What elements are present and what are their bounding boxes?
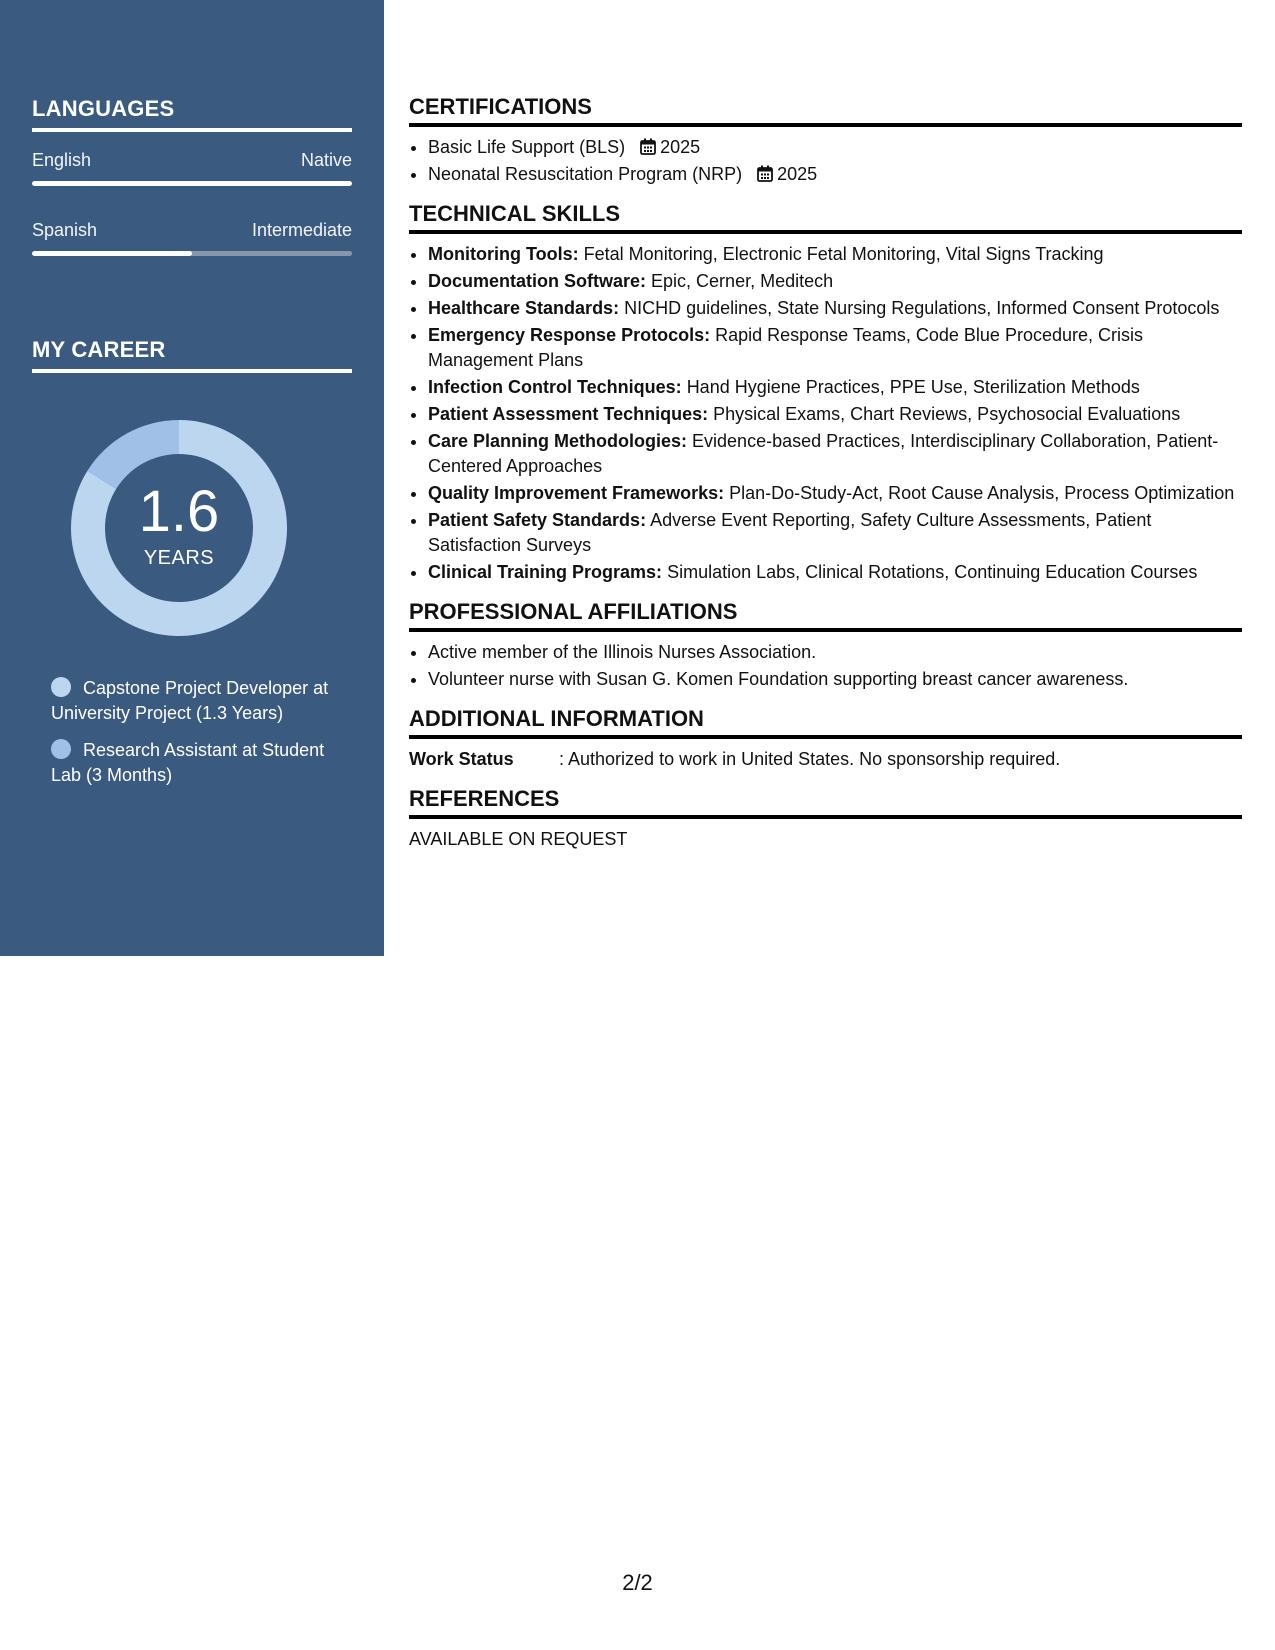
skill-item: [428, 375, 1242, 400]
affiliations-title: PROFESSIONAL AFFILIATIONS: [409, 599, 1242, 632]
skill-item: [428, 296, 1242, 321]
affiliations-section: [409, 599, 1242, 692]
language-proficiency-bar: [32, 181, 352, 186]
language-level: Native: [300, 150, 352, 170]
career-legend-label: Capstone Project Developer at University Project (1.3 Years): [51, 678, 329, 723]
skill-values: Adverse Event Reporting, Safety Culture Assessments, Patient Satisfaction Surveys: [428, 510, 1152, 555]
language-proficiency-fill: [32, 181, 352, 186]
technical-skills-section: [409, 201, 1242, 585]
affiliation-item: • Volunteer nurse with Susan G. Komen Foundation supporting breast cancer awareness.: [428, 667, 1242, 692]
language-proficiency-fill: [32, 251, 192, 256]
page-number: 2/2: [622, 1570, 653, 1595]
certification-year: 2025: [777, 164, 818, 184]
skill-item: [428, 402, 1242, 427]
career-total-unit: YEARS: [143, 546, 215, 569]
affiliation-item: • Active member of the Illinois Nurses Association.: [428, 640, 1242, 665]
language-name: Spanish: [32, 220, 98, 240]
skill-values: Rapid Response Teams, Code Blue Procedure, Crisis Management Plans: [428, 325, 1143, 370]
language-name: English: [32, 150, 92, 170]
career-legend-item: [51, 738, 341, 788]
skill-category: Documentation Software:: [428, 271, 647, 291]
additional-info-section: [409, 706, 1242, 772]
skill-category: Quality Improvement Frameworks:: [428, 483, 725, 503]
career-legend-label: Research Assistant at Student Lab (3 Months): [51, 740, 325, 785]
skill-category: Monitoring Tools:: [428, 244, 579, 264]
career-legend-item: [51, 676, 341, 726]
skill-values: Physical Exams, Chart Reviews, Psychosocial Evaluations: [713, 404, 1181, 424]
skill-item: [428, 508, 1242, 558]
skill-item: [428, 242, 1242, 267]
circle-dot-icon: [51, 739, 71, 759]
certification-year: 2025: [660, 137, 701, 157]
skill-values: Epic, Cerner, Meditech: [651, 271, 834, 291]
sidebar: [0, 0, 384, 956]
skill-category: Emergency Response Protocols:: [428, 325, 711, 345]
skill-item: [428, 481, 1242, 506]
work-status-label: Work Status: [409, 749, 514, 769]
language-proficiency-bar: [32, 251, 352, 256]
languages-section: [32, 96, 352, 256]
languages-title: LANGUAGES: [32, 96, 352, 132]
affiliations-list: [409, 640, 1242, 692]
language-item-english: [32, 150, 352, 186]
certifications-list: [409, 135, 1242, 187]
skill-values: Fetal Monitoring, Electronic Fetal Monitoring, Vital Signs Tracking: [583, 244, 1104, 264]
skill-values: Evidence-based Practices, Interdisciplinary Collaboration, Patient-Centered Approaches: [428, 431, 1219, 476]
skill-values: Plan-Do-Study-Act, Root Cause Analysis, Process Optimization: [729, 483, 1235, 503]
skill-item: [428, 560, 1242, 585]
references-title: REFERENCES: [409, 786, 1242, 819]
calendar-icon: [640, 138, 656, 155]
career-legend: [51, 676, 341, 800]
career-total-years: 1.6: [138, 478, 220, 544]
references-text: AVAILABLE ON REQUEST: [409, 829, 628, 849]
work-status-row: [409, 747, 1242, 772]
main-content: [409, 94, 1242, 864]
skill-item: [428, 269, 1242, 294]
skill-item: [428, 429, 1242, 479]
work-status-value: : Authorized to work in United States. No sponsorship required.: [559, 749, 1061, 769]
skill-item: [428, 323, 1242, 373]
career-donut-chart: [66, 415, 292, 641]
career-title: MY CAREER: [32, 337, 352, 373]
circle-dot-icon: [51, 677, 71, 697]
technical-skills-title: TECHNICAL SKILLS: [409, 201, 1242, 234]
certification-item: [428, 162, 1242, 187]
skill-values: NICHD guidelines, State Nursing Regulations, Informed Consent Protocols: [624, 298, 1220, 318]
skill-category: Patient Assessment Techniques:: [428, 404, 709, 424]
skill-category: Clinical Training Programs:: [428, 562, 663, 582]
skill-category: Healthcare Standards:: [428, 298, 620, 318]
references-section: [409, 786, 1242, 850]
certification-name: Neonatal Resuscitation Program (NRP): [428, 164, 743, 184]
calendar-icon: [757, 165, 773, 182]
additional-info-title: ADDITIONAL INFORMATION: [409, 706, 1242, 739]
certifications-title: CERTIFICATIONS: [409, 94, 1242, 127]
skill-values: Hand Hygiene Practices, PPE Use, Sterilization Methods: [686, 377, 1140, 397]
skill-category: Infection Control Techniques:: [428, 377, 682, 397]
language-item-spanish: [32, 220, 352, 256]
technical-skills-list: [409, 242, 1242, 585]
career-section: [32, 337, 352, 373]
language-level: Intermediate: [251, 220, 352, 240]
certification-item: [428, 135, 1242, 160]
skill-category: Patient Safety Standards:: [428, 510, 647, 530]
certification-name: Basic Life Support (BLS): [428, 137, 626, 157]
skill-values: Simulation Labs, Clinical Rotations, Continuing Education Courses: [667, 562, 1198, 582]
certifications-section: [409, 94, 1242, 187]
skill-category: Care Planning Methodologies:: [428, 431, 688, 451]
